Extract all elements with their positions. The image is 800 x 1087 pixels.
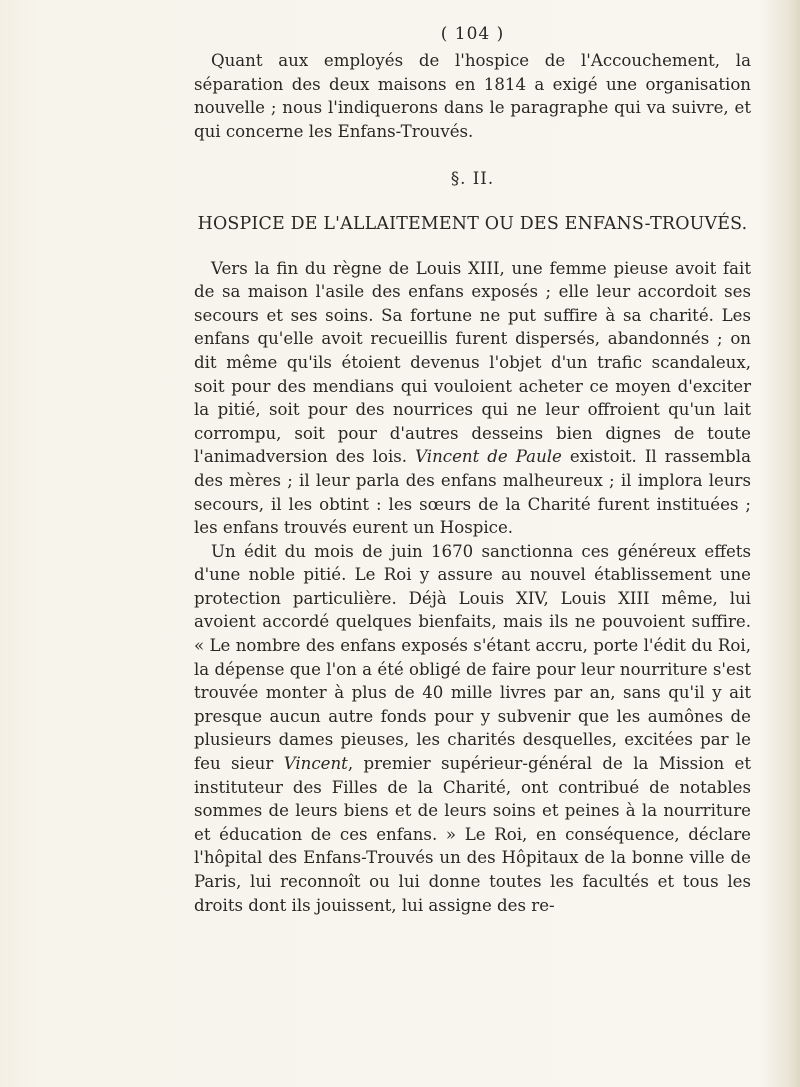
page-text-block xyxy=(194,22,751,917)
paragraph-text: Vers la fin du règne de Louis XIII, une femme pieuse avoit fait de sa maison l'asile des enfans exposés ; elle leur accordoit ses secours et ses soins. Sa fortune ne put suffire à sa charité. Les enfans qu'elle avoit recueillis furent dispersés, abandonnés ; on dit même qu'ils étoient devenus l'objet d'un trafic scandaleux, soit pour des mendians qui vouloient acheter ce moyen d'exciter la pitié, soit pour des nourrices qui ne leur offroient qu'un lait corrompu, soit pour d'autres desseins bien dignes de toute l'animadversion des lois. xyxy=(194,258,751,467)
paragraph-text: , premier supérieur-général de la Mission et instituteur des Filles de la Charité, ont contribué de notables sommes de leurs biens et de leurs soins et peines à la nourriture et éducation de ces enfans. » Le Roi, en conséquence, déclare l'hôpital des Enfans-Trouvés un des Hôpitaux de la bonne ville de Paris, lui reconnoît ou lui donne toutes les facultés et tous les droits dont ils jouissent, lui assigne des re- xyxy=(194,754,752,915)
section-title: HOSPICE DE L'ALLAITEMENT OU DES ENFANS-TROUVÉS. xyxy=(197,213,748,234)
section-mark: §. II. xyxy=(450,169,495,189)
intro-paragraph: Quant aux employés de l'hospice de l'Accouchement, la séparation des deux maisons en 1814 a exigé une organisation nouvelle ; nous l'indiquerons dans le paragraphe qui va suivre, et qui concerne les Enfans-Trouvés. xyxy=(194,51,751,141)
paragraph-text: Un édit du mois de juin 1670 sanctionna ces généreux effets d'une noble pitié. Le Roi y assure au nouvel établissement une protection particulière. Déjà Louis XIV, Louis XIII même, lui avoient accordé quelques bienfaits, mais ils ne pouvoient suffire. « Le nombre des enfans exposés s'étant accru, porte l'édit du Roi, la dépense que l'on a été obligé de faire pour leur nourriture s'est trouvée monter à plus de 40 mille livres par an, sans qu'il y ait presque aucun autre fonds pour y subvenir que les aumônes de plusieurs dames pieuses, les charités desquelles, excitées par le feu sieur xyxy=(194,541,751,774)
paragraph-louis-xiii xyxy=(194,257,751,540)
paragraph-edit-1670 xyxy=(194,540,751,918)
italic-name-vincent: Vincent xyxy=(283,754,348,774)
italic-name-vincent-de-paule: Vincent de Paule xyxy=(415,447,562,467)
page-number: ( 104 ) xyxy=(440,24,505,44)
paragraph-text: existoit. Il rassembla des mères ; il leur parla des enfans malheureux ; il implora leurs secours, il les obtint : les sœurs de la Charité furent instituées ; les enfans trouvés eurent un Hospice. xyxy=(194,447,751,538)
